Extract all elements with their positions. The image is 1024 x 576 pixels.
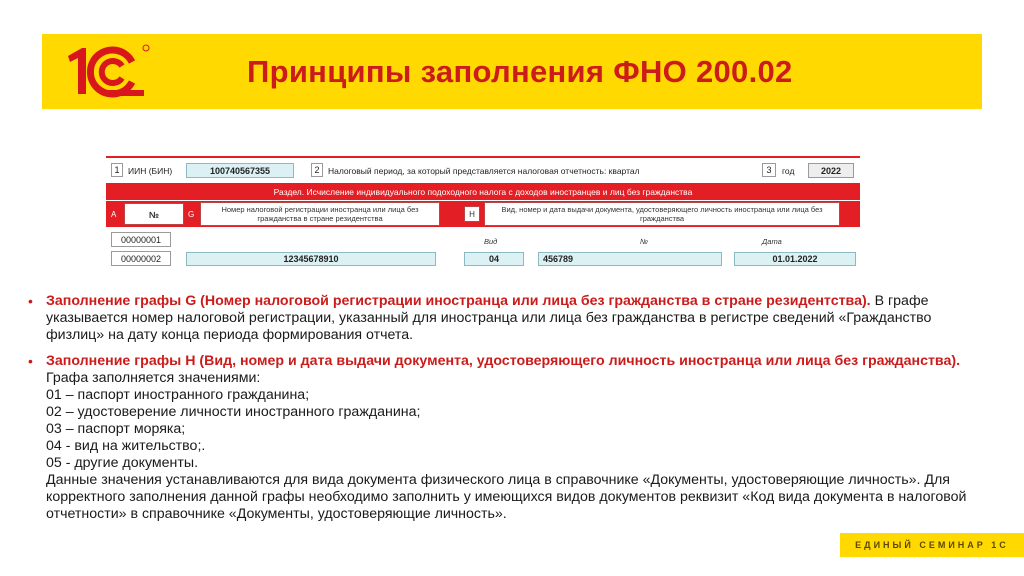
doc-code-line: 03 – паспорт моряка; [46,421,186,437]
col-g-label: G [188,210,195,219]
col-g-header: Номер налоговой регистрации иностранца или лица без гражданства в стране резидентства [200,202,440,226]
row2-doc-date[interactable]: 01.01.2022 [734,252,856,266]
sub-num-caption: № [640,237,649,246]
row2-registration-number[interactable]: 12345678910 [186,252,436,266]
body-text [28,293,983,532]
section-title: Раздел. Исчисление индивидуального подоходного налога с доходов иностранцев и лиц без гражданства [273,186,693,197]
bullet-note: Данные значения устанавливаются для вида документа физического лица в справочнике «Документы, удостоверяющие личность». Для корректного заполнения данной графы необходимо заполнить у имеющихся видов документов реквизит «Код вида документа в налоговой отчетности» в справочнике «Документы, удостоверяющие личность». [46,472,967,522]
bullet-text: Графа заполняется значениями: [46,370,261,386]
sub-date-caption: Дата [762,237,782,246]
column-header-band [106,201,860,227]
field1-label: ИИН (БИН) [128,166,173,176]
field1-number: 1 [111,163,123,177]
doc-code-line: 01 – паспорт иностранного гражданина; [46,387,310,403]
footer-badge [840,533,1024,557]
bullet-text: В графе указывается номер налоговой регистрации, указанный для иностранца или лица без гражданства в регистре сведений «Гражданство физлиц» на дату конца периода формирования отчета. [46,293,932,343]
field2-label: Налоговый период, за который представляется налоговая отчетность: квартал [328,166,640,176]
col-a-label: A [111,210,117,219]
iin-field[interactable]: 100740567355 [186,163,294,178]
1c-logo [62,42,152,100]
title-banner [42,34,982,109]
bullet-dot: • [28,293,33,309]
form-top-rule [106,156,860,158]
footer-text: ЕДИНЫЙ СЕМИНАР 1С [855,540,1009,550]
bullet-heading: Заполнение графы H (Вид, номер и дата выдачи документа, удостоверяющего личность иностранца или лица без гражданства). [46,353,961,369]
col-h-header: Вид, номер и дата выдачи документа, удостоверяющего личность иностранца или лица без гражданства [484,202,840,226]
bullet-column-h [28,353,983,523]
year-field[interactable]: 2022 [808,163,854,178]
doc-code-line: 02 – удостоверение личности иностранного гражданина; [46,404,421,420]
bullet-heading: Заполнение графы G (Номер налоговой регистрации иностранца или лица без гражданства в стране резидентства). [46,293,871,309]
field3-label: год [782,166,795,176]
row1-number: 00000001 [111,232,171,247]
section-title-bar [106,183,860,200]
doc-code-line: 04 - вид на жительство;. [46,438,206,454]
row2-number: 00000002 [111,251,171,266]
form-snippet [106,155,860,267]
page-title: Принципы заполнения ФНО 200.02 [247,54,793,89]
col-h-label: H [464,206,480,222]
field3-number: 3 [762,163,776,177]
row2-doc-type[interactable]: 04 [464,252,524,266]
row2-doc-number[interactable]: 456789 [538,252,722,266]
bullet-dot: • [28,353,33,369]
doc-code-line: 05 - другие документы. [46,455,199,471]
col-a-header: № [124,203,184,225]
field2-number: 2 [311,163,323,177]
sub-vid-caption: Вид [484,237,498,246]
bullet-column-g [28,293,983,344]
